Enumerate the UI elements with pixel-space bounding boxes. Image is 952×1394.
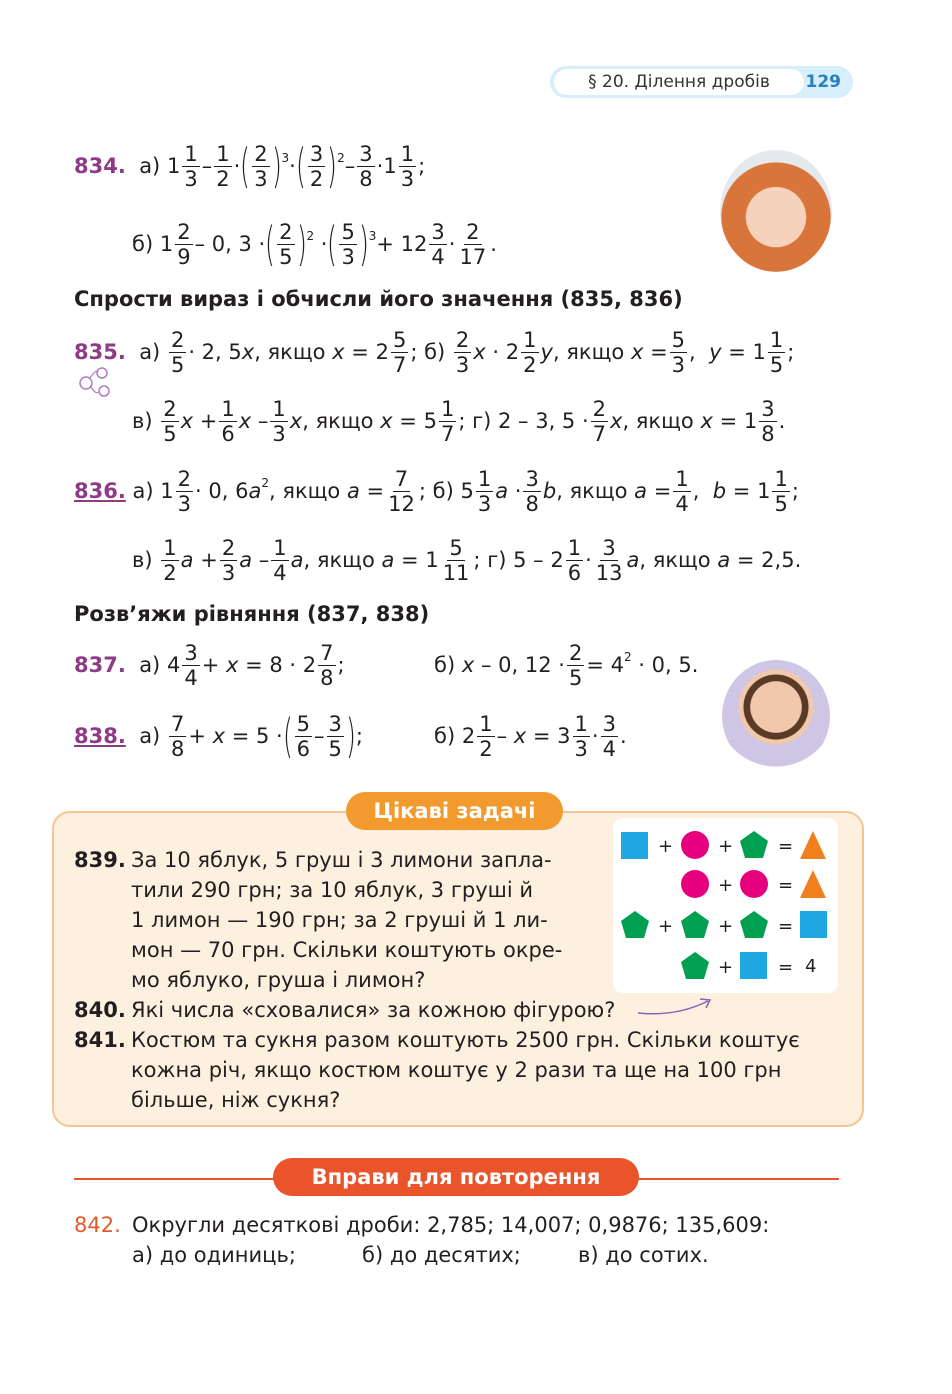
fraction: $\frac{2}{3}$ [455, 327, 470, 377]
problem-835-cd: в) $\frac{2}{5}$ x + $\frac{1}{6}$ x – $\frac{1}{3}$ x , якщо x = 5 $\frac{1}{7}$ ; г) 2 – 3, 5 · $\frac{2}{7}$ x , якщо x = 1 $\frac{3}{8}$ . [132, 396, 786, 446]
item-label: а) [139, 154, 161, 178]
fraction: $\frac{3}{4}$ [431, 219, 445, 269]
expr: · [376, 154, 384, 178]
fraction: $\frac{1}{3}$ [477, 466, 492, 516]
problem-840-text: Які числа «сховалися» за кожною фігурою? [131, 998, 616, 1022]
fraction: $\frac{1}{5}$ [769, 327, 784, 377]
text-line: мо яблуко, груша і лимон? [131, 968, 426, 992]
item-label: б) [432, 479, 454, 503]
exponent: 3 [368, 229, 377, 243]
problem-number: 838. [74, 724, 126, 748]
expr: · 2, 5 [188, 340, 242, 364]
fraction: $\frac{1}{4}$ [273, 535, 287, 585]
fraction: $\frac{7}{8}$ [170, 711, 185, 761]
fraction: $\frac{5}{7}$ [392, 327, 407, 377]
fraction: $\frac{1}{3}$ [184, 141, 198, 191]
fraction: $\frac{2}{3}$ [177, 466, 192, 516]
problem-836-ab: 836. а) 1 $\frac{2}{3}$ · 0, 6 a 2 , якщо a = $\frac{7}{12}$ ; б) 5 $\frac{1}{3}$ a · $\frac{3}{8}$ b , якщо a = $\frac{1}{4}$ , b = 1 $\frac{1}{5}$ ; [74, 466, 799, 516]
shapes-puzzle [613, 818, 838, 993]
item-label: б) [434, 653, 456, 677]
text-line: тили 290 грн; за 10 яблук, 3 груші й [131, 878, 534, 902]
fraction: $\frac{2}{5}$ [568, 640, 583, 690]
problem-837-b: б) x – 0, 12 · $\frac{2}{5}$ = 4 2 · 0, 5. [434, 640, 699, 690]
square-shape [621, 832, 648, 859]
pentagon-shape [740, 831, 768, 858]
pair-work-icon [76, 365, 112, 399]
fraction: $\frac{1}{5}$ [774, 466, 788, 516]
review-title: Вправи для повторення [273, 1158, 639, 1196]
problem-842-b: б) до десятих; [362, 1243, 521, 1267]
fraction: $\frac{5}{3}$ [341, 219, 355, 269]
fraction: $\frac{1}{7}$ [440, 396, 455, 446]
item-label: а) [132, 479, 154, 503]
fraction: $\frac{2}{3}$ [254, 141, 268, 191]
fraction: $\frac{1}{2}$ [523, 327, 537, 377]
fraction: $\frac{2}{5}$ [163, 396, 177, 446]
fraction: $\frac{3}{8}$ [761, 396, 775, 446]
fraction: $\frac{3}{8}$ [359, 141, 373, 191]
expr: – [201, 154, 213, 178]
page-number: 129 [805, 72, 841, 92]
exponent: 2 [337, 151, 345, 165]
fraction: $\frac{7}{12}$ [388, 466, 415, 516]
fraction: $\frac{5}{11}$ [442, 535, 470, 585]
problem-number: 835. [74, 340, 126, 364]
svg-text:=: = [778, 957, 794, 978]
problem-842 [74, 1210, 121, 1240]
item-label: в) [132, 409, 153, 433]
expr: – [344, 154, 356, 178]
fraction: $\frac{1}{2}$ [479, 711, 493, 761]
problem-841-text [131, 1025, 839, 1115]
fraction: $\frac{2}{9}$ [177, 219, 191, 269]
fraction: $\frac{1}{3}$ [272, 396, 286, 446]
problem-number: 834. [74, 154, 126, 178]
section-heading-simplify: Спрости вираз і обчисли його значення (835, 836) [74, 287, 683, 311]
item-label: в) [132, 548, 153, 572]
fraction: $\frac{3}{5}$ [328, 711, 342, 761]
problem-838-b: б) 2 $\frac{1}{2}$ – x = 3 $\frac{1}{3}$ · $\frac{3}{4}$ . [434, 711, 627, 761]
expr: – 0, 3 · [194, 232, 266, 256]
divider-left [74, 1178, 274, 1180]
fraction: $\frac{2}{7}$ [592, 396, 607, 446]
text-line: 1 лимон — 190 грн; за 2 груші й 1 ли- [131, 908, 548, 932]
text-line: Костюм та сукня разом коштують 2500 грн. Скільки коштує [131, 1028, 800, 1052]
problem-836-cd: в) $\frac{1}{2}$ a + $\frac{2}{3}$ a – $\frac{1}{4}$ a , якщо a = 1 $\frac{5}{11}$ ; г) 5 – 2 $\frac{1}{6}$ · $\frac{3}{13}$ a , якщо a = 2,5. [132, 535, 802, 585]
fraction: $\frac{7}{8}$ [320, 640, 334, 690]
svg-text:+: + [718, 836, 734, 857]
fraction: $\frac{1}{6}$ [221, 396, 235, 446]
item-label: б) [434, 724, 456, 748]
problem-842-c: в) до сотих. [578, 1243, 709, 1267]
fraction: $\frac{1}{4}$ [675, 466, 689, 516]
section-title: § 20. Ділення дробів [554, 69, 804, 95]
fraction: $\frac{2}{5}$ [170, 327, 185, 377]
text-line: більше, ніж сукня? [131, 1088, 341, 1112]
fraction: $\frac{5}{3}$ [671, 327, 686, 377]
item-label: г) [472, 409, 492, 433]
problem-837: 837. а) 4 $\frac{3}{4}$ + x = 8 · 2 $\frac{7}{8}$ ; [74, 640, 345, 690]
circle-shape [681, 831, 709, 859]
fraction: $\frac{2}{3}$ [221, 535, 236, 585]
problem-838: 838. а) $\frac{7}{8}$ + x = 5 · ( $\frac{5}{6}$ – $\frac{3}{5}$ ) ; [74, 709, 363, 763]
problem-840 [74, 995, 126, 1025]
fraction: $\frac{2}{17}$ [459, 219, 487, 269]
fraction: $\frac{3}{13}$ [595, 535, 623, 585]
problem-number: 842. [74, 1213, 121, 1237]
svg-text:+: + [658, 836, 674, 857]
text-line: За 10 яблук, 5 груш і 3 лимони запла- [131, 848, 552, 872]
fraction: $\frac{2}{5}$ [279, 219, 293, 269]
divider-right [638, 1178, 839, 1180]
problem-842-a: а) до одиниць; [132, 1243, 296, 1267]
section-heading-equations: Розв’яжи рівняння (837, 838) [74, 602, 430, 626]
triangle-shape [800, 831, 826, 859]
fraction: $\frac{3}{2}$ [309, 141, 324, 191]
item-label: а) [139, 340, 161, 364]
item-label: б) [132, 232, 154, 256]
problem-839-text [131, 845, 586, 995]
fun-tasks-title: Цікаві задачі [346, 792, 563, 830]
expr: + 12 [376, 232, 428, 256]
problem-834-b: б) 1 $\frac{2}{9}$ – 0, 3 · ( $\frac{2}{5}$ ) 2 · ( $\frac{5}{3}$ ) 3 + 12 $\frac{3}{4}$ · $\frac{2}{17}$ . [132, 217, 497, 271]
fraction: $\frac{3}{8}$ [525, 466, 539, 516]
svg-text:+: + [718, 957, 734, 978]
expr: · [233, 154, 241, 178]
page-header [550, 66, 853, 98]
problem-834-a: 834. а) 1 $\frac{1}{3}$ – $\frac{1}{2}$ · ( $\frac{2}{3}$ ) 3 · ( $\frac{3}{2}$ ) 2 – $\frac{3}{8}$ · 1 $\frac{1}{3}$ ; [74, 139, 426, 193]
svg-text:=: = [778, 875, 794, 896]
fraction: $\frac{1}{6}$ [567, 535, 582, 585]
svg-text:+: + [718, 875, 734, 896]
item-label: б) [424, 340, 446, 364]
exponent: 3 [281, 151, 290, 165]
problem-842-text: Округли десяткові дроби: 2,785; 14,007; 0,9876; 135,609: [132, 1213, 770, 1237]
curved-arrow-icon [636, 995, 716, 1019]
problem-835-ab: 835. а) $\frac{2}{5}$ · 2, 5 x , якщо x = 2 $\frac{5}{7}$ ; б) $\frac{2}{3}$ x · 2 $\frac{1}{2}$ y , якщо x = $\frac{5}{3}$ , y = 1 $\frac{1}{5}$ ; [74, 327, 795, 377]
item-label: а) [139, 653, 161, 677]
problem-number: 841. [74, 1028, 126, 1052]
fraction: $\frac{1}{3}$ [400, 141, 415, 191]
item-label: а) [139, 724, 161, 748]
fraction: $\frac{1}{2}$ [163, 535, 177, 585]
svg-text:=: = [778, 836, 794, 857]
puzzle-result: 4 [805, 956, 817, 977]
boy-photo [722, 660, 830, 772]
problem-number: 837. [74, 653, 126, 677]
fraction: $\frac{5}{6}$ [296, 711, 311, 761]
expr: 1 [166, 154, 181, 178]
svg-text:+: + [658, 916, 674, 937]
problem-841 [74, 1025, 126, 1055]
item-label: г) [487, 548, 507, 572]
svg-text:=: = [778, 916, 794, 937]
expr: . [490, 232, 497, 256]
problem-number: 836. [74, 479, 126, 503]
fraction: $\frac{3}{4}$ [184, 640, 198, 690]
expr: 1 [383, 154, 397, 178]
text-line: кожна річ, якщо костюм коштує у 2 рази та ще на 100 грн [131, 1058, 782, 1082]
problem-839 [74, 845, 126, 875]
problem-number: 839. [74, 848, 126, 872]
problem-number: 840. [74, 998, 126, 1022]
fraction: $\frac{1}{3}$ [574, 711, 588, 761]
svg-text:+: + [718, 916, 734, 937]
exponent: 2 [306, 229, 315, 243]
text-line: мон — 70 грн. Скільки коштують окре- [131, 938, 563, 962]
fraction: $\frac{3}{4}$ [602, 711, 616, 761]
fraction: $\frac{1}{2}$ [216, 141, 230, 191]
expr: · [289, 154, 296, 178]
expr: ; [418, 154, 426, 178]
expr: 1 [159, 232, 174, 256]
girl-photo [720, 150, 832, 272]
